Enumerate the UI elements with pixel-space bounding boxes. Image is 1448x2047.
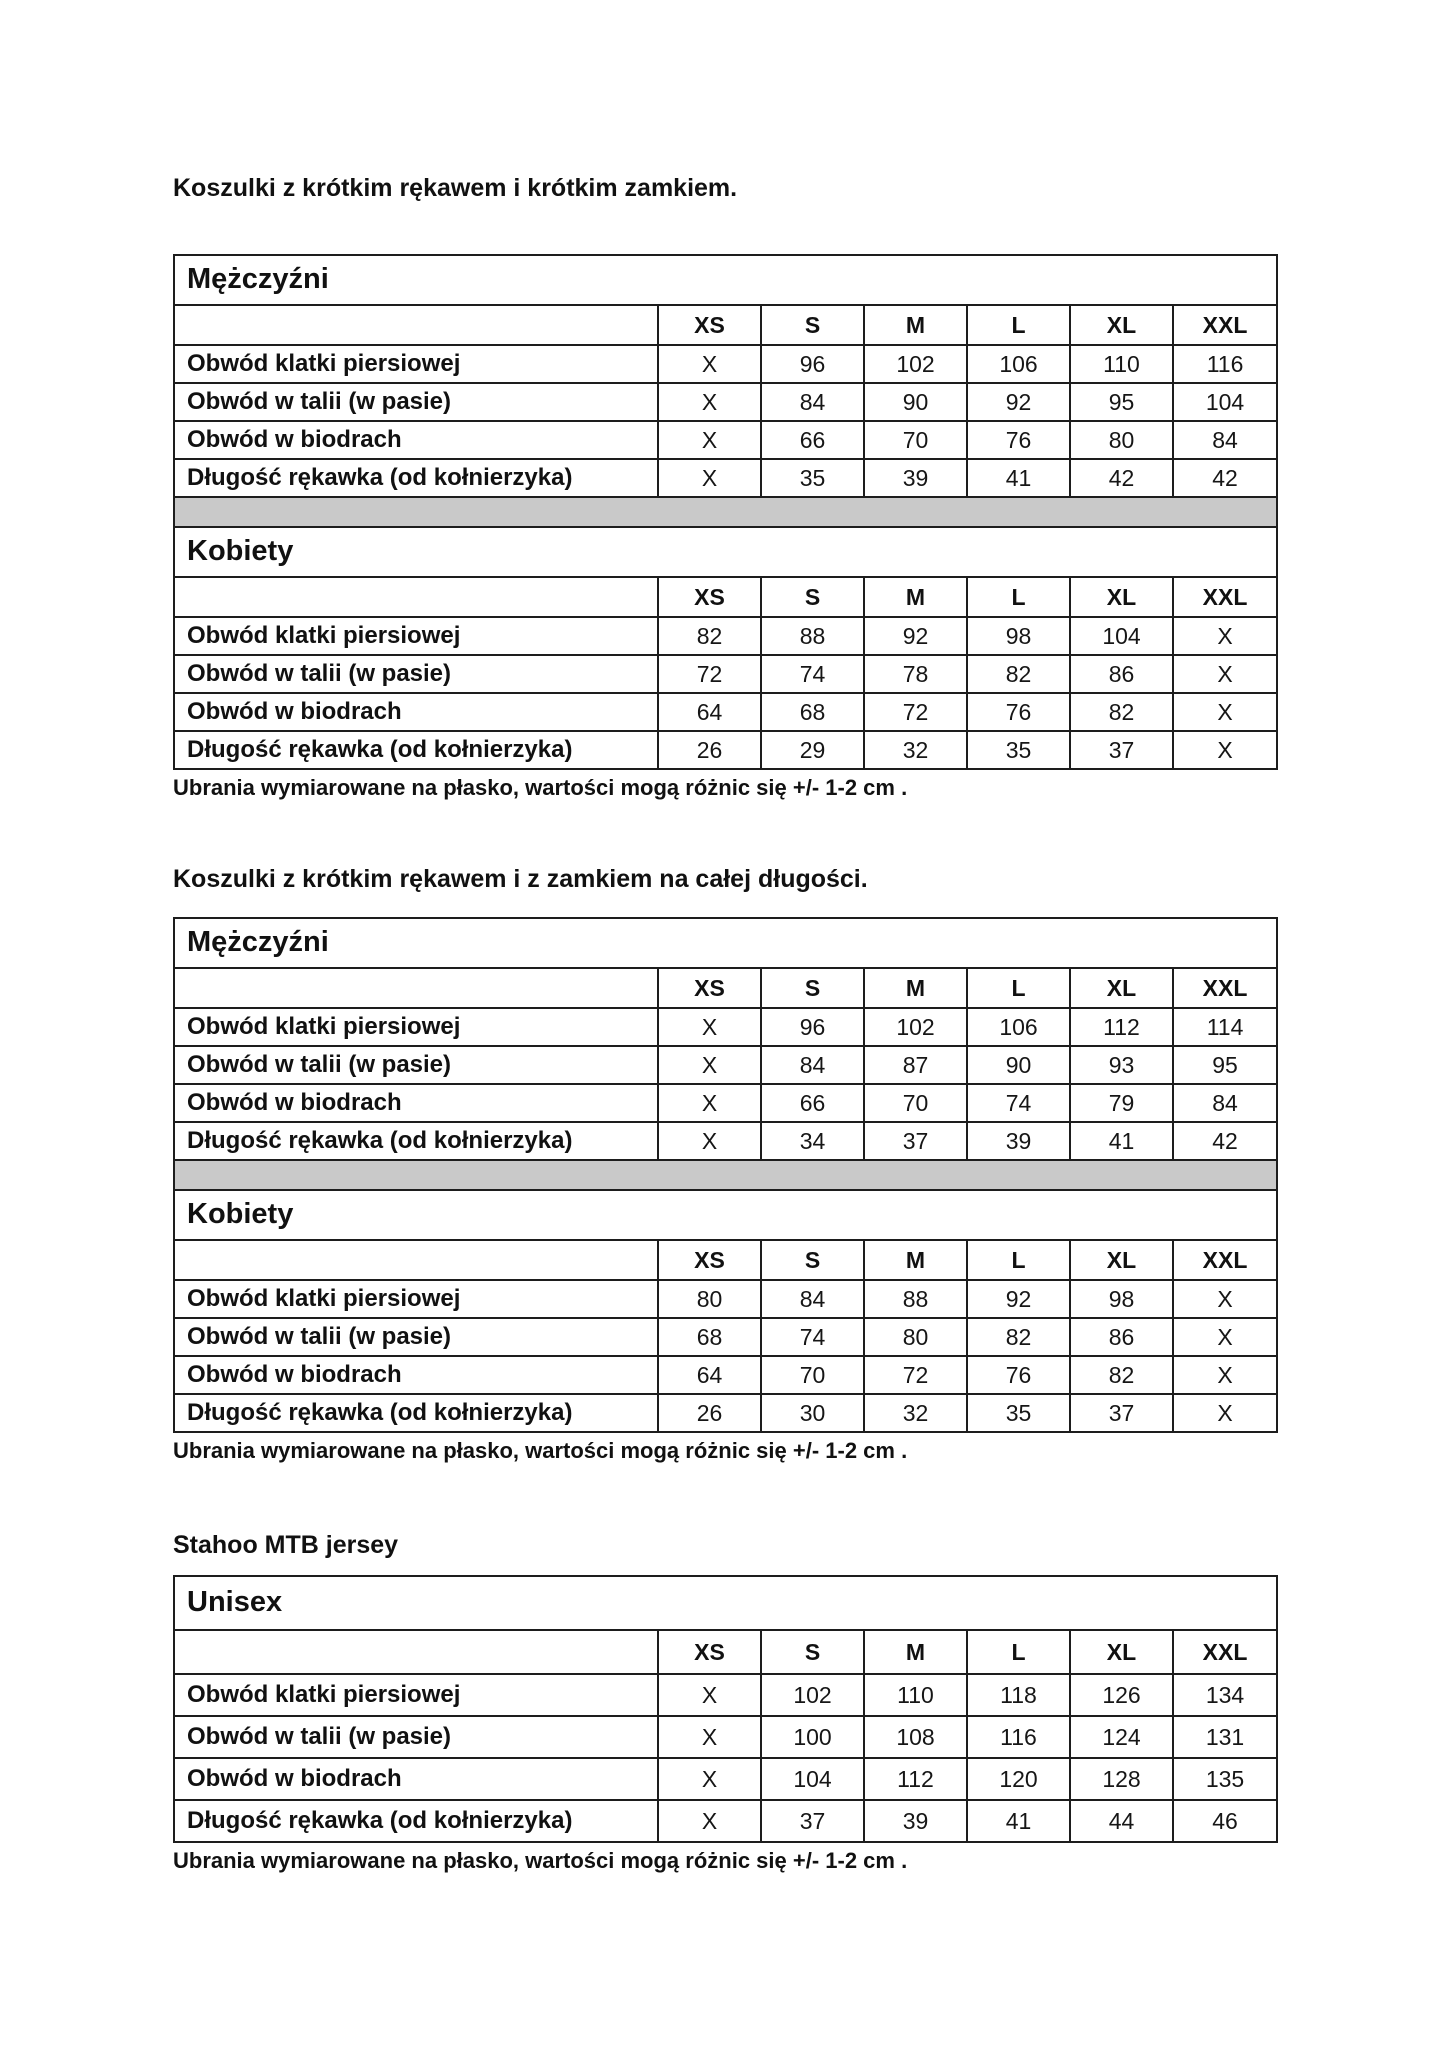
size-value: 79	[1070, 1084, 1173, 1122]
size-value: 92	[967, 1280, 1070, 1318]
measurement-note: Ubrania wymiarowane na płasko, wartości mogą różnic się +/- 1-2 cm .	[173, 1438, 908, 1463]
group-banner: Kobiety	[174, 1190, 1277, 1240]
size-value: 104	[1173, 383, 1277, 421]
size-header-row	[174, 968, 1277, 1008]
size-value: 32	[864, 1394, 967, 1432]
size-column-header: M	[864, 305, 967, 345]
size-header-row	[174, 577, 1277, 617]
size-value: 102	[864, 1008, 967, 1046]
measurement-label: Obwód klatki piersiowej	[174, 1008, 658, 1046]
size-column-header: L	[967, 1630, 1070, 1674]
size-header-empty-cell	[174, 577, 658, 617]
measurement-row	[174, 1394, 1277, 1432]
measurement-note: Ubrania wymiarowane na płasko, wartości mogą różnic się +/- 1-2 cm .	[173, 775, 908, 800]
measurement-label: Obwód w biodrach	[174, 421, 658, 459]
size-column-header: S	[761, 305, 864, 345]
size-value: X	[658, 1122, 761, 1160]
measurement-label: Obwód klatki piersiowej	[174, 345, 658, 383]
size-value: 66	[761, 421, 864, 459]
measurement-row	[174, 1758, 1277, 1800]
size-column-header: M	[864, 1240, 967, 1280]
size-value: X	[658, 383, 761, 421]
size-header-empty-cell	[174, 305, 658, 345]
group-banner-row	[174, 1190, 1277, 1240]
measurement-row	[174, 693, 1277, 731]
size-column-header: XL	[1070, 305, 1173, 345]
size-column-header: XL	[1070, 577, 1173, 617]
measurement-row	[174, 1674, 1277, 1716]
size-value: X	[658, 1008, 761, 1046]
size-value: 70	[864, 1084, 967, 1122]
size-column-header: L	[967, 968, 1070, 1008]
size-value: 90	[864, 383, 967, 421]
measurement-label: Obwód w biodrach	[174, 1356, 658, 1394]
size-value: 78	[864, 655, 967, 693]
size-value: 26	[658, 731, 761, 769]
size-header-row	[174, 305, 1277, 345]
size-value: 41	[1070, 1122, 1173, 1160]
section-stahoo-mtb-jersey	[173, 1529, 1277, 1874]
size-table	[173, 254, 1278, 770]
size-value: 93	[1070, 1046, 1173, 1084]
group-banner-row	[174, 527, 1277, 577]
size-value: 120	[967, 1758, 1070, 1800]
size-value: 76	[967, 421, 1070, 459]
size-column-header: XXL	[1173, 1240, 1277, 1280]
size-value: 84	[761, 1280, 864, 1318]
size-value: 128	[1070, 1758, 1173, 1800]
size-value: 39	[967, 1122, 1070, 1160]
size-value: 102	[864, 345, 967, 383]
size-value: X	[1173, 617, 1277, 655]
size-value: 68	[658, 1318, 761, 1356]
size-value: 84	[761, 383, 864, 421]
measurement-row	[174, 655, 1277, 693]
size-column-header: XXL	[1173, 968, 1277, 1008]
size-value: X	[1173, 693, 1277, 731]
measurement-row	[174, 1356, 1277, 1394]
separator-band	[174, 1160, 1277, 1190]
group-banner: Mężczyźni	[174, 918, 1277, 968]
size-value: 106	[967, 1008, 1070, 1046]
measurement-row	[174, 1800, 1277, 1842]
size-value: 95	[1173, 1046, 1277, 1084]
separator-band-cell	[174, 1160, 1277, 1190]
size-value: 84	[761, 1046, 864, 1084]
size-value: 35	[761, 459, 864, 497]
group-banner-row	[174, 918, 1277, 968]
measurement-label: Obwód w talii (w pasie)	[174, 655, 658, 693]
size-value: 126	[1070, 1674, 1173, 1716]
size-column-header: L	[967, 305, 1070, 345]
size-value: 104	[1070, 617, 1173, 655]
size-column-header: XXL	[1173, 1630, 1277, 1674]
group-banner-row	[174, 1576, 1277, 1630]
size-column-header: XS	[658, 1630, 761, 1674]
size-value: 42	[1070, 459, 1173, 497]
size-value: 66	[761, 1084, 864, 1122]
size-value: 72	[864, 1356, 967, 1394]
size-value: 82	[967, 1318, 1070, 1356]
size-header-empty-cell	[174, 1630, 658, 1674]
size-value: 112	[1070, 1008, 1173, 1046]
size-value: X	[1173, 655, 1277, 693]
size-value: 74	[761, 1318, 864, 1356]
measurement-row	[174, 459, 1277, 497]
size-value: 64	[658, 1356, 761, 1394]
measurement-row	[174, 1318, 1277, 1356]
size-value: 26	[658, 1394, 761, 1432]
size-value: 35	[967, 731, 1070, 769]
measurement-label: Obwód klatki piersiowej	[174, 1674, 658, 1716]
section-title: Koszulki z krótkim rękawem i krótkim zamkiem.	[173, 174, 738, 202]
size-table	[173, 1575, 1278, 1843]
measurement-row	[174, 1046, 1277, 1084]
measurement-label: Długość rękawka (od kołnierzyka)	[174, 1394, 658, 1432]
size-header-empty-cell	[174, 968, 658, 1008]
size-column-header: M	[864, 968, 967, 1008]
measurement-label: Obwód w talii (w pasie)	[174, 383, 658, 421]
size-value: 114	[1173, 1008, 1277, 1046]
size-value: 88	[864, 1280, 967, 1318]
section-title: Stahoo MTB jersey	[173, 1531, 399, 1559]
size-value: 82	[658, 617, 761, 655]
size-value: 80	[864, 1318, 967, 1356]
size-value: 82	[1070, 1356, 1173, 1394]
measurement-row	[174, 617, 1277, 655]
size-value: 29	[761, 731, 864, 769]
measurement-row	[174, 421, 1277, 459]
size-value: X	[658, 459, 761, 497]
measurement-row	[174, 383, 1277, 421]
size-value: X	[1173, 1356, 1277, 1394]
measurement-label: Obwód w talii (w pasie)	[174, 1046, 658, 1084]
size-value: 98	[1070, 1280, 1173, 1318]
size-value: 44	[1070, 1800, 1173, 1842]
size-column-header: XS	[658, 1240, 761, 1280]
size-value: 80	[658, 1280, 761, 1318]
size-header-row	[174, 1240, 1277, 1280]
size-column-header: XL	[1070, 968, 1173, 1008]
size-value: 90	[967, 1046, 1070, 1084]
size-column-header: XS	[658, 305, 761, 345]
size-value: X	[1173, 1280, 1277, 1318]
size-value: 82	[1070, 693, 1173, 731]
size-value: 39	[864, 459, 967, 497]
size-value: X	[658, 1758, 761, 1800]
size-value: 72	[658, 655, 761, 693]
size-value: 86	[1070, 655, 1173, 693]
size-value: X	[658, 1046, 761, 1084]
size-value: 84	[1173, 1084, 1277, 1122]
size-column-header: XS	[658, 968, 761, 1008]
size-value: 112	[864, 1758, 967, 1800]
measurement-note: Ubrania wymiarowane na płasko, wartości mogą różnic się +/- 1-2 cm .	[173, 1848, 908, 1873]
size-value: 92	[967, 383, 1070, 421]
size-value: 30	[761, 1394, 864, 1432]
size-column-header: XL	[1070, 1240, 1173, 1280]
size-value: 74	[967, 1084, 1070, 1122]
size-value: 37	[864, 1122, 967, 1160]
size-column-header: S	[761, 577, 864, 617]
size-header-empty-cell	[174, 1240, 658, 1280]
size-value: 74	[761, 655, 864, 693]
size-value: 68	[761, 693, 864, 731]
measurement-row	[174, 1716, 1277, 1758]
measurement-row	[174, 1122, 1277, 1160]
size-value: 72	[864, 693, 967, 731]
size-column-header: XL	[1070, 1630, 1173, 1674]
size-value: 76	[967, 693, 1070, 731]
size-column-header: S	[761, 1240, 864, 1280]
measurement-label: Długość rękawka (od kołnierzyka)	[174, 1122, 658, 1160]
size-value: X	[1173, 731, 1277, 769]
size-value: 42	[1173, 1122, 1277, 1160]
size-value: 96	[761, 345, 864, 383]
size-value: X	[658, 1800, 761, 1842]
size-value: 110	[864, 1674, 967, 1716]
size-table	[173, 917, 1278, 1433]
measurement-row	[174, 731, 1277, 769]
size-header-row	[174, 1630, 1277, 1674]
size-value: 76	[967, 1356, 1070, 1394]
size-value: 37	[1070, 731, 1173, 769]
size-value: 95	[1070, 383, 1173, 421]
size-value: 37	[761, 1800, 864, 1842]
size-column-header: XXL	[1173, 577, 1277, 617]
size-column-header: XS	[658, 577, 761, 617]
size-value: 135	[1173, 1758, 1277, 1800]
size-value: X	[658, 421, 761, 459]
size-value: 39	[864, 1800, 967, 1842]
size-value: 37	[1070, 1394, 1173, 1432]
size-value: 118	[967, 1674, 1070, 1716]
size-value: 116	[1173, 345, 1277, 383]
size-value: 35	[967, 1394, 1070, 1432]
measurement-row	[174, 1280, 1277, 1318]
section-short-sleeve-full-zip	[173, 863, 1277, 1464]
size-value: 88	[761, 617, 864, 655]
size-value: 41	[967, 1800, 1070, 1842]
size-value: 84	[1173, 421, 1277, 459]
size-column-header: S	[761, 1630, 864, 1674]
size-value: 100	[761, 1716, 864, 1758]
size-value: 106	[967, 345, 1070, 383]
size-column-header: S	[761, 968, 864, 1008]
size-value: 116	[967, 1716, 1070, 1758]
section-short-sleeve-short-zip	[173, 172, 1277, 801]
measurement-label: Obwód w biodrach	[174, 693, 658, 731]
section-title: Koszulki z krótkim rękawem i z zamkiem na całej długości.	[173, 865, 868, 893]
measurement-label: Długość rękawka (od kołnierzyka)	[174, 1800, 658, 1842]
size-value: 86	[1070, 1318, 1173, 1356]
size-value: X	[1173, 1394, 1277, 1432]
size-value: 70	[761, 1356, 864, 1394]
measurement-label: Długość rękawka (od kołnierzyka)	[174, 731, 658, 769]
measurement-label: Obwód w biodrach	[174, 1758, 658, 1800]
size-value: 134	[1173, 1674, 1277, 1716]
size-value: X	[658, 1674, 761, 1716]
size-value: 104	[761, 1758, 864, 1800]
measurement-label: Obwód w talii (w pasie)	[174, 1716, 658, 1758]
size-value: 131	[1173, 1716, 1277, 1758]
group-banner: Kobiety	[174, 527, 1277, 577]
size-value: 32	[864, 731, 967, 769]
separator-band-cell	[174, 497, 1277, 527]
size-value: 92	[864, 617, 967, 655]
measurement-label: Obwód w talii (w pasie)	[174, 1318, 658, 1356]
size-value: X	[1173, 1318, 1277, 1356]
size-column-header: M	[864, 1630, 967, 1674]
measurement-row	[174, 1084, 1277, 1122]
size-value: 46	[1173, 1800, 1277, 1842]
size-value: 70	[864, 421, 967, 459]
size-value: 82	[967, 655, 1070, 693]
size-value: 80	[1070, 421, 1173, 459]
size-value: X	[658, 345, 761, 383]
group-banner-row	[174, 255, 1277, 305]
size-column-header: L	[967, 1240, 1070, 1280]
size-column-header: M	[864, 577, 967, 617]
size-value: 41	[967, 459, 1070, 497]
group-banner: Mężczyźni	[174, 255, 1277, 305]
size-value: 87	[864, 1046, 967, 1084]
size-value: 98	[967, 617, 1070, 655]
size-value: 124	[1070, 1716, 1173, 1758]
size-value: 42	[1173, 459, 1277, 497]
size-value: X	[658, 1716, 761, 1758]
measurement-label: Obwód klatki piersiowej	[174, 1280, 658, 1318]
size-value: 96	[761, 1008, 864, 1046]
separator-band	[174, 497, 1277, 527]
measurement-row	[174, 1008, 1277, 1046]
measurement-row	[174, 345, 1277, 383]
size-value: 108	[864, 1716, 967, 1758]
size-value: 64	[658, 693, 761, 731]
measurement-label: Długość rękawka (od kołnierzyka)	[174, 459, 658, 497]
size-value: X	[658, 1084, 761, 1122]
size-value: 110	[1070, 345, 1173, 383]
group-banner: Unisex	[174, 1576, 1277, 1630]
size-value: 102	[761, 1674, 864, 1716]
size-value: 34	[761, 1122, 864, 1160]
measurement-label: Obwód w biodrach	[174, 1084, 658, 1122]
size-column-header: L	[967, 577, 1070, 617]
measurement-label: Obwód klatki piersiowej	[174, 617, 658, 655]
size-column-header: XXL	[1173, 305, 1277, 345]
